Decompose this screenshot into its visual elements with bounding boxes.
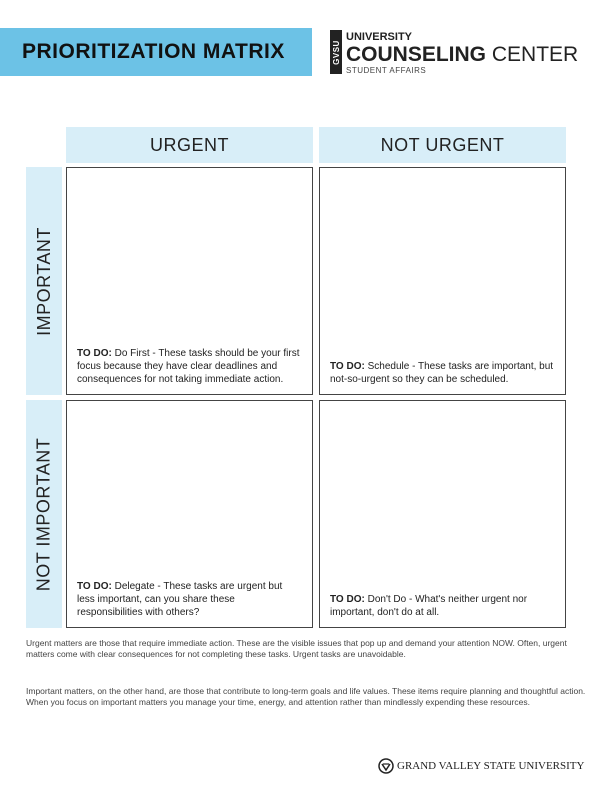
todo-label: TO DO:: [77, 348, 112, 359]
logo-text: [346, 30, 578, 76]
cell-description: Do First - These tasks should be your first focus because they have clear deadlines and consequences for not taking immediate action.: [77, 348, 300, 385]
gvsu-badge: [330, 30, 342, 74]
logo-line-student-affairs: STUDENT AFFAIRS: [346, 65, 427, 75]
cell-do-first: [66, 167, 313, 395]
cell-delegate-text: [77, 580, 302, 619]
todo-label: TO DO:: [330, 594, 365, 605]
cell-description: Don't Do - What's neither urgent nor important, don't do at all.: [330, 594, 528, 618]
row-header-not-important: [26, 400, 62, 628]
cell-description: Schedule - These tasks are important, but not-so-urgent so they can be scheduled.: [330, 361, 554, 385]
title-bar: [0, 28, 312, 76]
gvsu-badge-text: GVSU: [331, 39, 341, 65]
cell-dont-do: [319, 400, 566, 628]
logo-line-counseling: [346, 44, 578, 65]
todo-label: TO DO:: [330, 361, 365, 372]
counseling-center-logo: [330, 30, 578, 76]
row-header-not-important-label: NOT IMPORTANT: [33, 437, 54, 591]
logo-center-word: CENTER: [486, 42, 579, 66]
cell-delegate: [66, 400, 313, 628]
important-definition-paragraph: Important matters, on the other hand, are those that contribute to long-term goals and life values. These items require planning and thoughtful action. When you focus on important matters you manage your time, energy, and attention rather than mindlessly expending these resources.: [26, 686, 586, 707]
logo-counseling-word: COUNSELING: [346, 42, 487, 66]
row-header-important: [26, 167, 62, 395]
cell-do-first-text: [77, 347, 302, 386]
gvsu-footer-logo: [378, 758, 584, 774]
column-header-urgent: URGENT: [66, 127, 313, 163]
cell-dont-do-text: [330, 593, 555, 619]
page-title: PRIORITIZATION MATRIX: [22, 40, 285, 63]
cell-description: Delegate - These tasks are urgent but less important, can you share these responsibilities with others?: [77, 581, 283, 618]
gvsu-anchor-icon: [378, 758, 394, 774]
urgent-definition-paragraph: Urgent matters are those that require immediate action. These are the visible issues that pop up and demand your attention NOW. Often, urgent matters come with clear consequences for not completing these tasks. Urgent tasks are unavoidable.: [26, 638, 567, 659]
gvsu-wordmark: GRAND VALLEY STATE UNIVERSITY: [397, 760, 585, 772]
todo-label: TO DO:: [77, 581, 112, 592]
row-header-important-label: IMPORTANT: [33, 226, 54, 336]
column-header-not-urgent: NOT URGENT: [319, 127, 566, 163]
logo-line-university: UNIVERSITY: [346, 30, 413, 43]
cell-schedule-text: [330, 360, 555, 386]
cell-schedule: [319, 167, 566, 395]
